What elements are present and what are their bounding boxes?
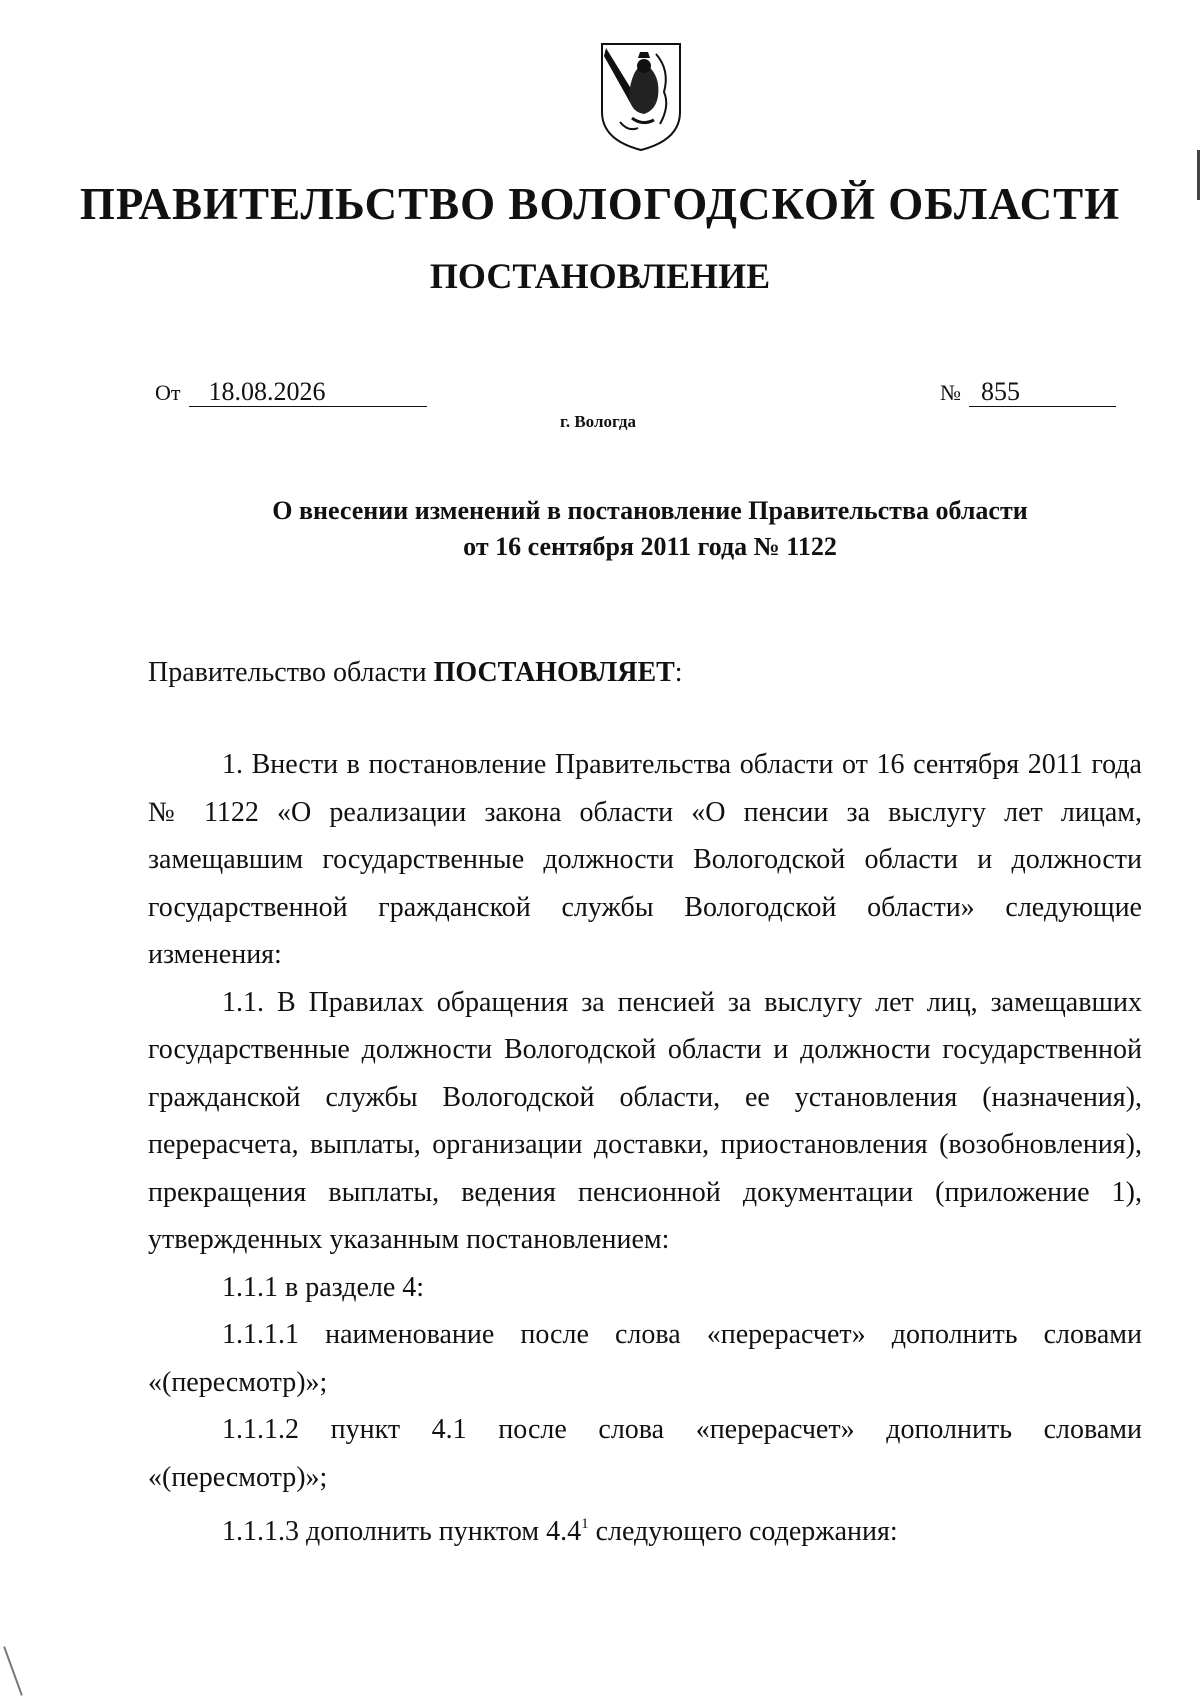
body-paragraph: 1.1. В Правилах обращения за пенсией за выслугу лет лиц, замещавших государственные должности Вологодской области и должности государственной гражданской службы Вологодской области, ее установления (назначения), перерасчета, выплаты, организации доставки, приостановления (возобновления), прекращения выплаты, ведения пенсионной документации (приложение 1), утвержденных указанным постановлением: xyxy=(148,986,1142,1255)
decree-statement xyxy=(148,657,683,689)
number-field xyxy=(940,378,1116,407)
subject-line: от 16 сентября 2011 года № 1122 xyxy=(463,532,837,561)
paragraph-text: 1.1.1.3 дополнить пунктом 4.4 xyxy=(222,1516,582,1547)
body-paragraph: 1.1.1.2 пункт 4.1 после слова «перерасчет» дополнить словами «(пересмотр)»; xyxy=(148,1414,1142,1493)
scan-edge-mark xyxy=(3,1646,23,1696)
city-label: г. Вологда xyxy=(560,412,636,431)
coat-of-arms-emblem xyxy=(598,40,684,152)
subject-line: О внесении изменений в постановление Правительства области xyxy=(272,496,1028,525)
document-subject xyxy=(150,493,1150,565)
decree-prefix: Правительство области xyxy=(148,657,434,688)
government-title: ПРАВИТЕЛЬСТВО ВОЛОГОДСКОЙ ОБЛАСТИ xyxy=(79,179,1121,229)
body-paragraph-last xyxy=(148,1501,1142,1556)
date-value: 18.08.2026 xyxy=(189,378,427,407)
date-label: От xyxy=(155,380,181,405)
body-paragraph: 1. Внести в постановление Правительства области от 16 сентября 2011 года № 1122 «О реализации закона области «О пенсии за выслугу лет лицам, замещавшим государственные должности Вологодской области и должности государственной гражданской службы Вологодской области» следующие изменения: xyxy=(148,749,1142,970)
document-type-title: ПОСТАНОВЛЕНИЕ xyxy=(429,256,771,296)
number-label: № xyxy=(940,380,961,405)
superscript: 1 xyxy=(581,1516,589,1532)
paragraph-text: следующего содержания: xyxy=(588,1516,898,1547)
document-body xyxy=(148,741,1142,1556)
body-paragraph: 1.1.1 в разделе 4: xyxy=(222,1271,425,1303)
decree-suffix: : xyxy=(674,657,683,688)
body-paragraph: 1.1.1.1 наименование после слова «перерасчет» дополнить словами «(пересмотр)»; xyxy=(148,1319,1142,1398)
number-value: 855 xyxy=(969,378,1116,407)
decree-keyword: ПОСТАНОВЛЯЕТ xyxy=(433,657,675,688)
date-field xyxy=(155,378,427,407)
